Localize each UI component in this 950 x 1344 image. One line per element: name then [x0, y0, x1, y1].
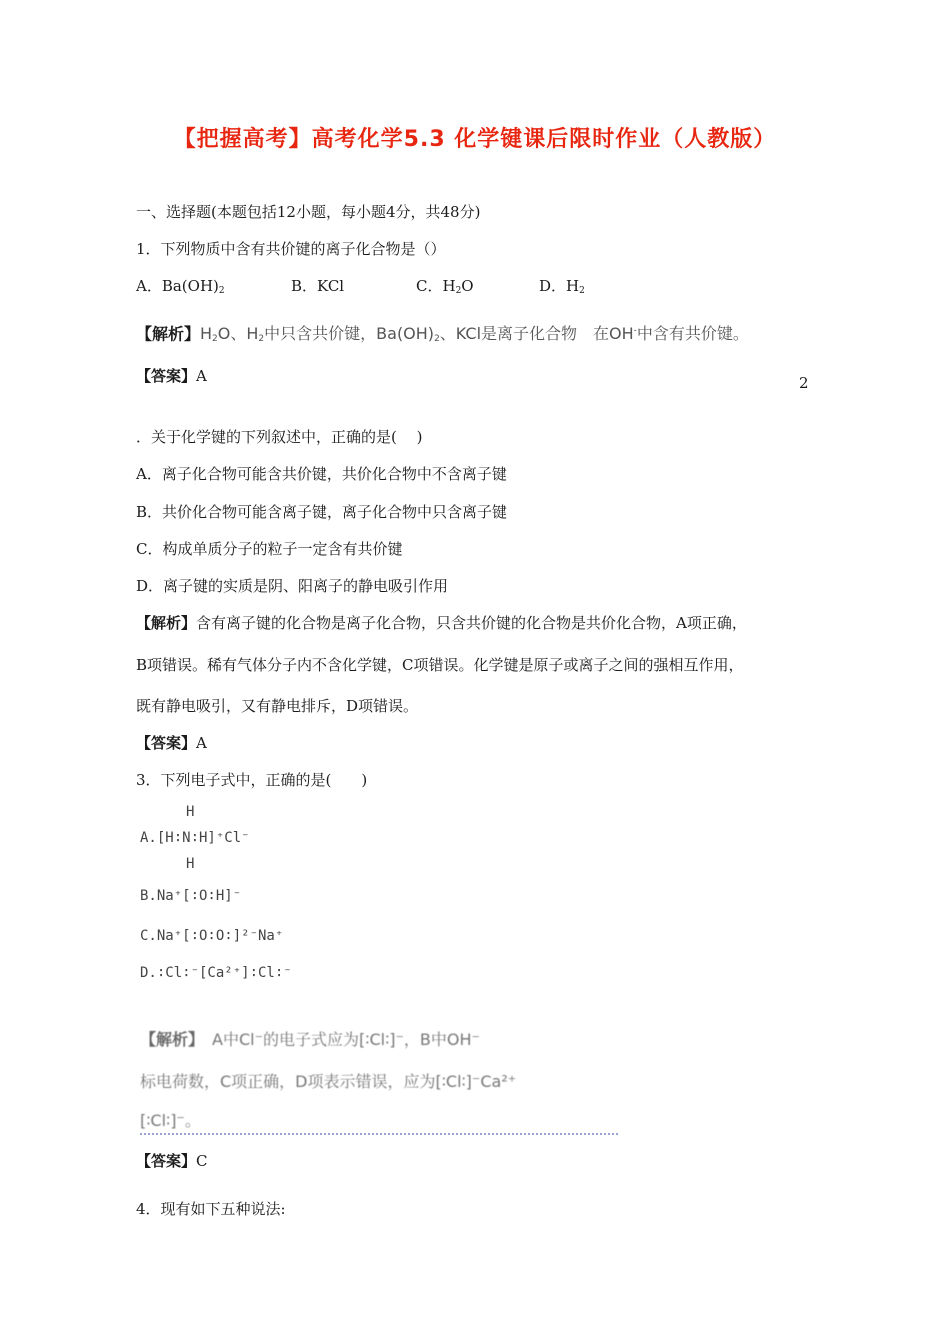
q3-option-b: B.Na⁺[∶O∶H]⁻ — [140, 888, 242, 904]
q3-option-a-bottom-h: H — [186, 856, 195, 872]
q3-analysis-label: 【解析】 — [140, 1030, 197, 1049]
q1-option-c-sub: 2 — [455, 286, 462, 296]
q2-analysis-label: 【解析】 — [136, 614, 197, 632]
q2-answer-value: A — [196, 734, 207, 752]
q1-option-d-text: D．H — [539, 277, 580, 295]
q1-analysis-text: $H_2O$、$H_2$中只含共价键，$Ba(OH)_2$、KCl是离子化合物 在OH-中含有共价键。 — [200, 324, 749, 345]
q3-analysis-line3: [∶Cl∶]⁻。 — [140, 1111, 201, 1130]
dotted-separator — [140, 1133, 618, 1135]
q2-analysis-line3: 既有静电吸引，又有静电排斥，D项错误。 — [136, 697, 419, 715]
q2-answer — [136, 733, 207, 753]
q3-option-a: A.[H∶N∶H]⁺Cl⁻ — [140, 830, 250, 846]
q1-option-d-sub: 2 — [579, 286, 585, 296]
q3-answer-value: C — [196, 1152, 208, 1170]
q1-answer-label: 【答案】 — [136, 367, 197, 385]
q2-option-b: B．共价化合物可能含离子键，离子化合物中只含离子键 — [136, 503, 508, 521]
q1-stem: 1．下列物质中含有共价键的离子化合物是（） — [136, 240, 446, 258]
page-title: 【把握高考】高考化学5.3 化学键课后限时作业（人教版） — [173, 127, 777, 152]
q1-option-c-text: C．H — [416, 277, 456, 295]
q3-answer-label: 【答案】 — [136, 1152, 197, 1170]
q1-option-b: B．KCl — [291, 277, 345, 295]
q2-analysis-text-1: 含有离子键的化合物是离子化合物，只含共价键的化合物是共价化合物，A项正确， — [196, 614, 747, 632]
q1-option-a-sub: 2 — [218, 286, 225, 296]
q1-option-c-tail: O — [461, 277, 474, 295]
q2-option-a: A．离子化合物可能含共价键，共价化合物中不含离子键 — [136, 465, 507, 483]
q2-option-d: D．离子键的实质是阴、阳离子的静电吸引作用 — [136, 577, 449, 595]
section-header: 一、选择题(本题包括12小题，每小题4分，共48分) — [136, 203, 481, 221]
q1-answer — [136, 366, 207, 386]
q2-stem: ．关于化学键的下列叙述中，正确的是( ) — [136, 428, 423, 446]
q1-option-d — [539, 276, 585, 301]
q2-analysis-line1 — [136, 613, 747, 633]
q1-analysis — [136, 321, 749, 349]
q2-answer-label: 【答案】 — [136, 734, 197, 752]
q1-analysis-label: 【解析】 — [136, 324, 201, 344]
q4-stem: 4．现有如下五种说法: — [136, 1200, 286, 1218]
stray-question-number: 2 — [799, 374, 809, 392]
q3-analysis-line2: 标电荷数，C项正确，D项表示错误，应为[∶Cl∶]⁻Ca²⁺ — [140, 1072, 517, 1091]
q3-option-a-top-h: H — [186, 804, 195, 820]
q3-stem: 3．下列电子式中，正确的是( ) — [136, 771, 368, 789]
q3-analysis-text-1: A中Cl⁻的电子式应为[∶Cl∶]⁻，B中OH⁻ — [212, 1030, 480, 1049]
q1-option-a — [136, 276, 225, 301]
q2-option-c: C．构成单质分子的粒子一定含有共价键 — [136, 540, 403, 558]
q3-answer — [136, 1151, 208, 1171]
q1-option-c — [416, 276, 474, 301]
q1-answer-value: A — [196, 367, 207, 385]
q3-analysis-line1 — [140, 1027, 480, 1050]
q3-option-d: D.∶Cl∶⁻[Ca²⁺]∶Cl∶⁻ — [140, 965, 292, 981]
q1-option-a-text: A．Ba(OH) — [136, 277, 219, 295]
q3-option-c: C.Na⁺[∶O∶O∶]²⁻Na⁺ — [140, 928, 284, 944]
q2-analysis-line2: B项错误。稀有气体分子内不含化学键，C项错误。化学键是原子或离子之间的强相互作用， — [136, 656, 744, 674]
